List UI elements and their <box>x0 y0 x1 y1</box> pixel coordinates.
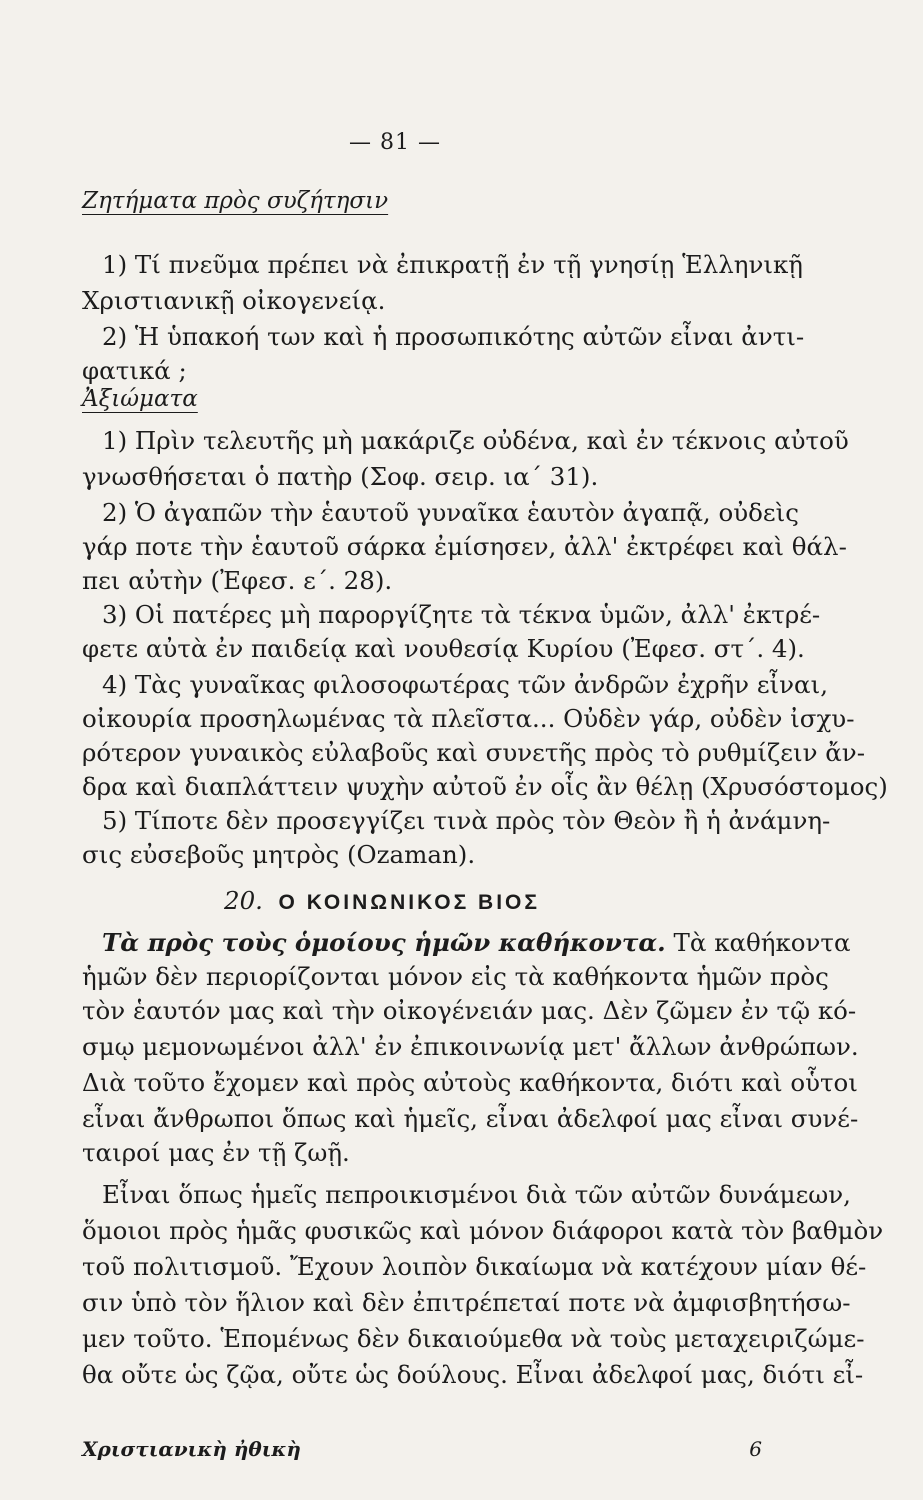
footer-title: Χριστιανικὴ ἠθικὴ <box>82 1437 301 1461</box>
body-line: θα οὔτε ὡς ζῷα, οὔτε ὡς δούλους. Εἶναι ἀδελφοί μας, διότι εἶ- <box>82 1360 864 1389</box>
axiom-line: οἰκουρία προσηλωμένας τὰ πλεῖστα... Οὐδὲν γάρ, οὐδὲν ἰσχυ- <box>82 704 855 733</box>
axiom-line: γνωσθήσεται ὁ πατὴρ (Σοφ. σειρ. ια΄ 31). <box>82 462 599 491</box>
body-line: ταιροί μας ἐν τῇ ζωῇ. <box>82 1138 350 1167</box>
axiom-line: 1) Πρὶν τελευτῆς μὴ μακάριζε οὐδένα, καὶ ἐν τέκνοις αὐτοῦ <box>102 426 849 455</box>
section-number: 20. <box>224 886 263 915</box>
section-title: Ο ΚΟΙΝΩΝΙΚΟΣ ΒΙΟΣ <box>278 891 540 914</box>
topic-line: 2) Ἡ ὑπακοή των καὶ ἡ προσωπικότης αὐτῶν εἶναι ἀντι- <box>102 322 805 351</box>
body-line: Εἶναι ὅπως ἡμεῖς πεπροικισμένοι διὰ τῶν αὐτῶν δυνάμεων, <box>102 1180 851 1209</box>
body-line: σμῳ μεμονωμένοι ἀλλ' ἐν ἐπικοινωνίᾳ μετ' ἄλλων ἀνθρώπων. <box>82 1032 859 1061</box>
page-footer <box>82 1437 772 1467</box>
axiom-line: πει αὐτὴν (Ἐφεσ. ε΄. 28). <box>82 566 393 595</box>
axiom-line: φετε αὐτὰ ἐν παιδείᾳ καὶ νουθεσίᾳ Κυρίου (Ἐφεσ. στ΄. 4). <box>82 634 805 663</box>
axiom-line: 2) Ὁ ἀγαπῶν τὴν ἑαυτοῦ γυναῖκα ἑαυτὸν ἀγαπᾷ, οὐδεὶς <box>102 498 799 527</box>
axiom-line: 5) Τίποτε δὲν προσεγγίζει τινὰ πρὸς τὸν Θεὸν ἢ ἡ ἀνάμνη- <box>102 806 831 835</box>
topic-line: φατικά ; <box>82 356 187 385</box>
section-heading <box>224 886 540 918</box>
axiom-line: ρότερον γυναικὸς εὐλαβοῦς καὶ συνετῆς πρὸς τὸ ρυθμίζειν ἄν- <box>82 738 865 767</box>
axiom-line: 4) Τὰς γυναῖκας φιλοσοφωτέρας τῶν ἀνδρῶν ἐχρῆν εἶναι, <box>102 670 828 699</box>
axioms-heading: Ἀξιώματα <box>82 386 198 412</box>
signature-mark: 6 <box>749 1437 762 1461</box>
body-line: Διὰ τοῦτο ἔχομεν καὶ πρὸς αὐτοὺς καθήκοντα, διότι καὶ οὗτοι <box>82 1068 858 1097</box>
topic-line: 1) Τί πνεῦμα πρέπει νὰ ἐπικρατῇ ἐν τῇ γνησίῃ Ἑλληνικῇ <box>102 250 803 279</box>
body-line: τοῦ πολιτισμοῦ. Ἔχουν λοιπὸν δικαίωμα νὰ κατέχουν μίαν θέ- <box>82 1252 867 1281</box>
page-number: — 81 — <box>349 130 441 155</box>
topic-line: Χριστιανικῇ οἰκογενείᾳ. <box>82 286 386 315</box>
body-line: ὅμοιοι πρὸς ἡμᾶς φυσικῶς καὶ μόνον διάφοροι κατὰ τὸν βαθμὸν <box>82 1216 884 1245</box>
axiom-line: δρα καὶ διαπλάττειν ψυχὴν αὐτοῦ ἐν οἷς ἂν θέλῃ (Χρυσόστομος) <box>82 772 888 801</box>
axiom-line: 3) Οἱ πατέρες μὴ παροργίζητε τὰ τέκνα ὑμῶν, ἀλλ' ἐκτρέ- <box>102 600 821 629</box>
axiom-line: σις εὐσεβοῦς μητρὸς (Ozaman). <box>82 840 476 869</box>
topics-heading: Ζητήματα πρὸς συζήτησιν <box>82 188 389 214</box>
body-line: σιν ὑπὸ τὸν ἥλιον καὶ δὲν ἐπιτρέπεταί ποτε νὰ ἀμφισβητήσω- <box>82 1288 851 1317</box>
subheading: Τὰ πρὸς τοὺς ὁμοίους ἡμῶν καθήκοντα. <box>102 928 666 957</box>
body-line: ἡμῶν δὲν περιορίζονται μόνον εἰς τὰ καθήκοντα ἡμῶν πρὸς <box>82 962 829 991</box>
axiom-line: γάρ ποτε τὴν ἑαυτοῦ σάρκα ἐμίσησεν, ἀλλ' ἐκτρέφει καὶ θάλ- <box>82 532 847 561</box>
body-line: μεν τοῦτο. Ἑπομένως δὲν δικαιούμεθα νὰ τοὺς μεταχειριζώμε- <box>82 1324 865 1353</box>
subheading-line <box>102 928 851 958</box>
body-line: εἶναι ἄνθρωποι ὅπως καὶ ἡμεῖς, εἶναι ἀδελφοί μας εἶναι συνέ- <box>82 1104 859 1133</box>
body-line: τὸν ἑαυτόν μας καὶ τὴν οἰκογένειάν μας. Δὲν ζῶμεν ἐν τῷ κό- <box>82 996 857 1025</box>
body-line: Τὰ καθήκοντα <box>673 928 851 957</box>
